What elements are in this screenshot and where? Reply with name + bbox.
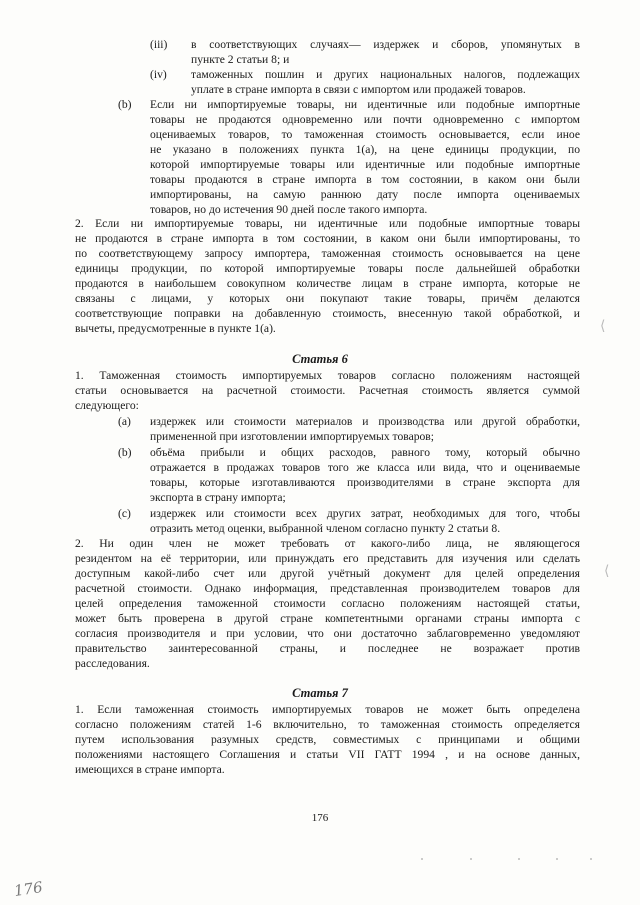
text-line: таможенных пошлин и других национальных налогов, подлежащих [191, 68, 580, 81]
text-line: Если ни импортируемые товары, ни идентичные или подобные импортные [150, 98, 580, 111]
item-label: (iv) [150, 68, 167, 81]
text-line: статьи основывается на расчетной стоимости. Расчетная стоимость является суммой [75, 384, 580, 397]
text-line: резидентом на её территории, или принуждать его представить для изучения или сделать [75, 552, 580, 565]
text-line: может быть проверена в другой стране компетентными органами страны импорта с [75, 612, 580, 625]
text-line: имеющихся в стране импорта. [75, 763, 225, 776]
text-line: товары не продаются одновременно или почти одновременно с импортом [150, 113, 580, 126]
scan-dot [590, 858, 592, 860]
text-line: отражается в продажах товаров того же класса или вида, что и оцениваемые [150, 461, 580, 474]
text-line: вычеты, предусмотренные в пункте 1(a). [75, 322, 276, 335]
text-line: соответствующие поправки на добавленную стоимость, внесенную такой обработкой, и [75, 307, 580, 320]
text-line: следующего: [75, 399, 139, 412]
text-line: уплате в стране импорта в связи с импортом или продажей товаров. [191, 83, 526, 96]
text-line: издержек или стоимости всех других затрат, необходимых для того, чтобы [150, 507, 580, 520]
text-line: в соответствующих случаях— издержек и сборов, упомянутых в [191, 38, 580, 51]
text-line: импортированы, на самую раннюю дату после импорта оцениваемых [150, 188, 580, 201]
text-line: пункте 2 статьи 8; и [191, 53, 290, 66]
item-label: (iii) [150, 38, 168, 51]
article-7-heading: Статья 7 [292, 686, 348, 700]
text-line: правительство заинтересованной страны, и последнее не возражает против [75, 642, 580, 655]
scan-dot [421, 858, 423, 860]
text-line: целей определения таможенной стоимости согласно положениям настоящей статьи, [75, 597, 580, 610]
text-line: отразить метод оценки, выбранной членом согласно пункту 2 статьи 8. [150, 522, 501, 535]
text-line: товары продаются в стране импорта в том состоянии, в каком они были [150, 173, 580, 186]
scan-mark: ⟨ [604, 564, 610, 579]
article-6-heading: Статья 6 [292, 352, 348, 366]
text-line: согласно положениям статей 1-6 включительно, то таможенная стоимость определяется [75, 718, 580, 731]
text-line: которой импортируемые товары или идентичные или подобные импортные [150, 158, 580, 171]
item-label: (b) [118, 98, 132, 111]
scan-dot [470, 858, 472, 860]
text-line: не указано в положениях пункта 1(a), на цене единицы продукции, по [150, 143, 580, 156]
text-line: продаются в наибольшем совокупном количестве лицам в стране импорта, которые не [75, 277, 580, 290]
text-line: издержек или стоимости материалов и производства или другой обработки, [150, 415, 580, 428]
text-line: согласия производителя и при условии, что они достаточно заблаговременно уведомляют [75, 627, 580, 640]
item-label: (c) [118, 507, 131, 520]
text-line: связаны с лицами, у которых они покупают такие товары, причём делаются [75, 292, 580, 305]
text-line: не продаются в стране импорта в том состоянии, в каком они были импортированы, то [75, 232, 580, 245]
scan-dot [556, 858, 558, 860]
text-line: объёма прибыли и общих расходов, равного тому, который обычно [150, 446, 580, 459]
text-line: 1. Если таможенная стоимость импортируемых товаров не может быть определена [75, 703, 580, 716]
scan-mark: ⟨ [600, 319, 606, 334]
text-line: расследования. [75, 657, 150, 670]
handwritten-page-note: 176 [12, 878, 44, 900]
scan-dot [518, 858, 520, 860]
text-line: 1. Таможенная стоимость импортируемых товаров согласно положениям настоящей [75, 369, 580, 382]
text-line: оцениваемых товаров, то таможенная стоимость основывается, если иное [150, 128, 580, 141]
text-line: 2. Если ни импортируемые товары, ни идентичные или подобные импортные товары [75, 217, 580, 230]
text-line: товары, которые изготавливаются производителями в стране экспорта для [150, 476, 580, 489]
text-line: расчетной стоимости. Однако информация, представленная производителем товаров для [75, 582, 580, 595]
text-line: единицы продукции, по которой импортируемые товары после дальнейшей обработки [75, 262, 580, 275]
page-number: 176 [311, 812, 329, 824]
text-line: 2. Ни один член не может требовать от какого-либо лица, не являющегося [75, 537, 580, 550]
text-line: путем использования разумных средств, совместимых с принципами и общими [75, 733, 580, 746]
text-line: экспорта в страну импорта; [150, 491, 286, 504]
item-label: (b) [118, 446, 132, 459]
text-line: товаров, но до истечения 90 дней после такого импорта. [150, 203, 428, 216]
item-label: (a) [118, 415, 131, 428]
text-line: доступным какой-либо счет или другой учётный документ для целей определения [75, 567, 580, 580]
text-line: положениями настоящего Соглашения и статьи VII ГАТТ 1994 , и на основе данных, [75, 748, 580, 761]
text-line: примененной при изготовлении импортируемых товаров; [150, 430, 435, 443]
text-line: по соответствующему запросу импортера, таможенная стоимость основывается на цене [75, 247, 580, 260]
